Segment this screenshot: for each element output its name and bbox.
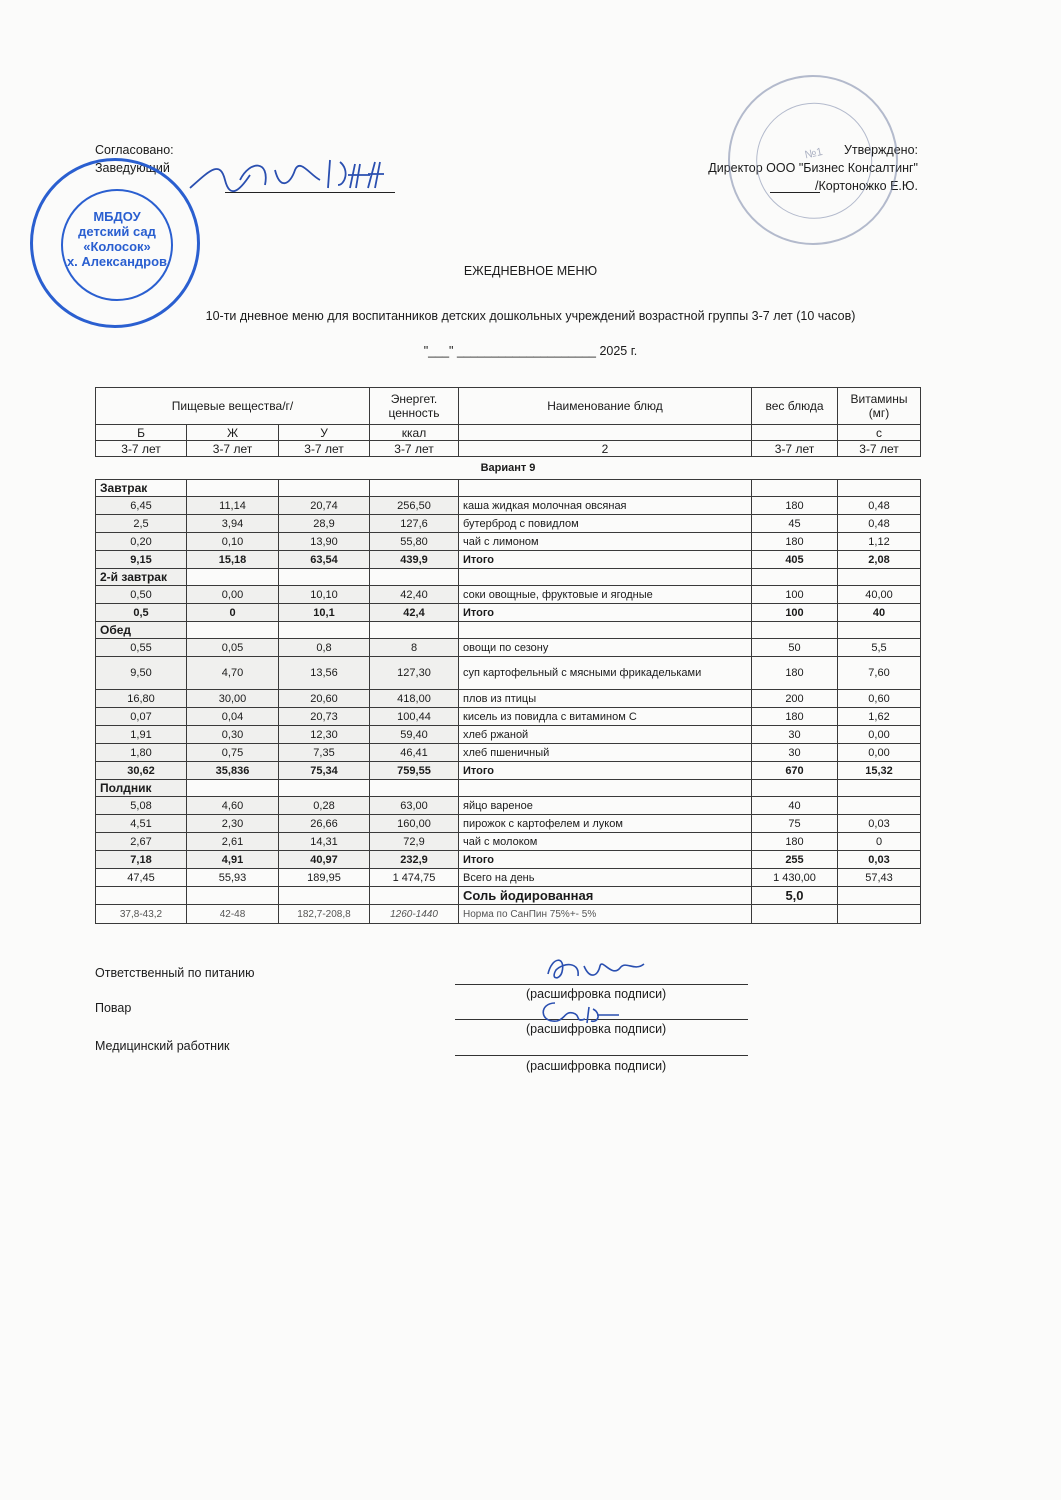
signature-cook [535, 995, 625, 1029]
cell-zh: 55,93 [187, 869, 279, 887]
meal-label-blank [459, 480, 752, 497]
cell-u: 13,90 [279, 533, 370, 551]
total-row [96, 604, 921, 622]
cell-u: 26,66 [279, 815, 370, 833]
cell-u: 20,73 [279, 708, 370, 726]
age-cell: 3-7 лет [752, 441, 838, 457]
cell-name: бутерброд с повидлом [459, 515, 752, 533]
meal-label: Завтрак [96, 480, 187, 497]
stamp-right-label: №1 [803, 145, 824, 162]
salt-blank [96, 887, 187, 905]
norm-b: 37,8-43,2 [96, 905, 187, 924]
age-cell: 3-7 лет [838, 441, 921, 457]
cell-name: пирожок с картофелем и луком [459, 815, 752, 833]
cell-c: 0,00 [838, 744, 921, 762]
meal-label-blank [459, 780, 752, 797]
cell-w: 405 [752, 551, 838, 569]
header-c: с [838, 425, 921, 441]
table-row [96, 639, 921, 657]
approval-right-title: Утверждено: [843, 143, 918, 157]
cell-kcal: 59,40 [370, 726, 459, 744]
meal-label-blank [838, 480, 921, 497]
cell-zh: 2,30 [187, 815, 279, 833]
cell-zh: 0,00 [187, 586, 279, 604]
cell-w: 100 [752, 604, 838, 622]
cell-name: каша жидкая молочная овсяная [459, 497, 752, 515]
table-row [96, 690, 921, 708]
cell-w: 40 [752, 797, 838, 815]
cell-name: Итого [459, 551, 752, 569]
cell-zh: 30,00 [187, 690, 279, 708]
cell-kcal: 256,50 [370, 497, 459, 515]
total-row [96, 762, 921, 780]
table-row [96, 833, 921, 851]
cell-kcal: 72,9 [370, 833, 459, 851]
cell-b: 30,62 [96, 762, 187, 780]
cell-kcal: 127,30 [370, 657, 459, 690]
salt-blank [187, 887, 279, 905]
cell-zh: 3,94 [187, 515, 279, 533]
meal-label-blank [752, 622, 838, 639]
signature-responsible [540, 950, 650, 986]
stamp-left-line-4: х. Александров [66, 254, 168, 269]
day-total-row [96, 869, 921, 887]
cell-b: 2,67 [96, 833, 187, 851]
cell-w: 180 [752, 533, 838, 551]
cell-kcal: 418,00 [370, 690, 459, 708]
cell-u: 13,56 [279, 657, 370, 690]
meal-label-blank [838, 622, 921, 639]
table-subheader-row [96, 425, 921, 441]
age-cell: 3-7 лет [187, 441, 279, 457]
table-row [96, 815, 921, 833]
norm-u: 182,7-208,8 [279, 905, 370, 924]
age-cell: 3-7 лет [279, 441, 370, 457]
cell-zh: 0,05 [187, 639, 279, 657]
cell-w: 180 [752, 657, 838, 690]
cell-name: Всего на день [459, 869, 752, 887]
cell-u: 0,28 [279, 797, 370, 815]
approval-left-title: Согласовано: [95, 143, 174, 157]
cell-name: Итого [459, 851, 752, 869]
cell-name: чай с лимоном [459, 533, 752, 551]
norm-name: Норма по СанПин 75%+- 5% [459, 905, 752, 924]
cell-name: яйцо вареное [459, 797, 752, 815]
cell-kcal: 160,00 [370, 815, 459, 833]
cell-zh: 0,10 [187, 533, 279, 551]
cell-w: 670 [752, 762, 838, 780]
stamp-left-line-1: МБДОУ [93, 209, 141, 224]
norm-kcal: 1260-1440 [370, 905, 459, 924]
cell-zh: 0,30 [187, 726, 279, 744]
cell-w: 180 [752, 708, 838, 726]
total-row [96, 851, 921, 869]
salt-blank [838, 887, 921, 905]
meal-label-blank [370, 480, 459, 497]
total-row [96, 551, 921, 569]
cell-kcal: 8 [370, 639, 459, 657]
table-row [96, 586, 921, 604]
norm-blank [752, 905, 838, 924]
footer-cook: Повар [95, 1001, 132, 1015]
cell-u: 12,30 [279, 726, 370, 744]
cell-c: 1,12 [838, 533, 921, 551]
cell-c: 40,00 [838, 586, 921, 604]
cell-b: 0,5 [96, 604, 187, 622]
meal-label: Полдник [96, 780, 187, 797]
table-row [96, 744, 921, 762]
cell-c: 0 [838, 833, 921, 851]
approval-right-name: /Кортоножко Е.Ю. [815, 179, 918, 193]
header-blank [752, 425, 838, 441]
table-row [96, 708, 921, 726]
cell-name: Итого [459, 604, 752, 622]
cell-u: 10,10 [279, 586, 370, 604]
cell-zh: 35,836 [187, 762, 279, 780]
cell-u: 0,8 [279, 639, 370, 657]
meal-label-blank [279, 780, 370, 797]
cell-zh: 15,18 [187, 551, 279, 569]
cell-kcal: 63,00 [370, 797, 459, 815]
cell-b: 2,5 [96, 515, 187, 533]
variant-row [96, 457, 921, 480]
cell-b: 0,07 [96, 708, 187, 726]
header-vitamins: Витамины (мг) [838, 388, 921, 425]
cell-b: 1,80 [96, 744, 187, 762]
meal-label-row [96, 569, 921, 586]
cell-c: 0,00 [838, 726, 921, 744]
variant-label: Вариант 9 [96, 457, 921, 480]
cell-b: 0,20 [96, 533, 187, 551]
cell-w: 255 [752, 851, 838, 869]
meal-label-blank [187, 780, 279, 797]
cell-kcal: 55,80 [370, 533, 459, 551]
stamp-right [712, 59, 914, 261]
cell-w: 180 [752, 833, 838, 851]
cell-b: 5,08 [96, 797, 187, 815]
column-number: 2 [459, 441, 752, 457]
doc-date-line: "___" ____________________ 2025 г. [423, 344, 638, 358]
cell-b: 0,50 [96, 586, 187, 604]
meal-label-blank [279, 622, 370, 639]
cell-w: 45 [752, 515, 838, 533]
salt-name: Соль йодированная [459, 887, 752, 905]
cell-c: 0,03 [838, 815, 921, 833]
meal-label-row [96, 480, 921, 497]
cell-zh: 4,70 [187, 657, 279, 690]
cell-u: 14,31 [279, 833, 370, 851]
stamp-left-line-2: детский сад [78, 224, 156, 239]
cell-c [838, 797, 921, 815]
cell-w: 75 [752, 815, 838, 833]
header-b: Б [96, 425, 187, 441]
table-row [96, 726, 921, 744]
header-weight: вес блюда [752, 388, 838, 425]
cell-name: кисель из повидла с витамином С [459, 708, 752, 726]
header-energy: Энергет. ценность [370, 388, 459, 425]
norm-row [96, 905, 921, 924]
cell-zh: 4,91 [187, 851, 279, 869]
cell-c: 57,43 [838, 869, 921, 887]
cell-kcal: 439,9 [370, 551, 459, 569]
cell-name: Итого [459, 762, 752, 780]
cell-kcal: 42,40 [370, 586, 459, 604]
cell-c: 40 [838, 604, 921, 622]
norm-blank [838, 905, 921, 924]
cell-c: 0,60 [838, 690, 921, 708]
footer-responsible: Ответственный по питанию [95, 966, 255, 980]
cell-c: 0,03 [838, 851, 921, 869]
cell-name: овощи по сезону [459, 639, 752, 657]
cell-c: 2,08 [838, 551, 921, 569]
cell-kcal: 1 474,75 [370, 869, 459, 887]
meal-label: 2-й завтрак [96, 569, 187, 586]
salt-blank [279, 887, 370, 905]
cell-kcal: 232,9 [370, 851, 459, 869]
salt-row [96, 887, 921, 905]
table-row [96, 497, 921, 515]
table-row [96, 533, 921, 551]
meal-label-blank [187, 569, 279, 586]
header-blank [459, 425, 752, 441]
doc-subtitle: 10-ти дневное меню для воспитанников детских дошкольных учреждений возрастной группы 3-7 лет (10 часов) [205, 309, 856, 323]
approval-left-role: Заведующий [95, 161, 170, 175]
cell-zh: 0 [187, 604, 279, 622]
cell-u: 75,34 [279, 762, 370, 780]
decode-medic: (расшифровка подписи) [526, 1059, 667, 1073]
salt-blank [370, 887, 459, 905]
menu-table [95, 387, 921, 924]
cell-name: соки овощные, фруктовые и ягодные [459, 586, 752, 604]
cell-kcal: 759,55 [370, 762, 459, 780]
cell-c: 1,62 [838, 708, 921, 726]
meal-label-blank [752, 480, 838, 497]
age-cell: 3-7 лет [370, 441, 459, 457]
cell-b: 0,55 [96, 639, 187, 657]
cell-b: 4,51 [96, 815, 187, 833]
header-nutrients: Пищевые вещества/г/ [96, 388, 370, 425]
cell-c: 0,48 [838, 515, 921, 533]
table-row [96, 515, 921, 533]
meal-label-blank [838, 780, 921, 797]
meal-label-blank [279, 569, 370, 586]
cell-c: 5,5 [838, 639, 921, 657]
meal-label-blank [187, 622, 279, 639]
approval-right-role: Директор ООО "Бизнес Консалтинг" [708, 161, 918, 175]
meal-label-blank [752, 780, 838, 797]
cell-u: 40,97 [279, 851, 370, 869]
cell-u: 7,35 [279, 744, 370, 762]
cell-u: 189,95 [279, 869, 370, 887]
cell-zh: 2,61 [187, 833, 279, 851]
cell-name: суп картофельный с мясными фрикадельками [459, 657, 752, 690]
cell-name: плов из птицы [459, 690, 752, 708]
cell-b: 7,18 [96, 851, 187, 869]
meal-label-blank [370, 569, 459, 586]
doc-title: ЕЖЕДНЕВНОЕ МЕНЮ [463, 264, 598, 278]
cell-b: 16,80 [96, 690, 187, 708]
meal-label-blank [370, 622, 459, 639]
cell-b: 1,91 [96, 726, 187, 744]
meal-label: Обед [96, 622, 187, 639]
cell-zh: 4,60 [187, 797, 279, 815]
cell-zh: 11,14 [187, 497, 279, 515]
cell-name: чай с молоком [459, 833, 752, 851]
cell-name: хлеб пшеничный [459, 744, 752, 762]
table-header-row [96, 388, 921, 425]
cell-w: 100 [752, 586, 838, 604]
cell-w: 180 [752, 497, 838, 515]
meal-label-blank [752, 569, 838, 586]
cell-u: 20,74 [279, 497, 370, 515]
cell-w: 200 [752, 690, 838, 708]
meal-label-blank [187, 480, 279, 497]
cell-u: 10,1 [279, 604, 370, 622]
salt-weight: 5,0 [752, 887, 838, 905]
cell-b: 47,45 [96, 869, 187, 887]
cell-zh: 0,04 [187, 708, 279, 726]
stamp-left-text [63, 209, 171, 269]
cell-w: 30 [752, 726, 838, 744]
signature-line-medic [455, 1055, 748, 1056]
cell-w: 1 430,00 [752, 869, 838, 887]
meal-label-blank [459, 569, 752, 586]
menu-body [96, 480, 921, 924]
meal-label-row [96, 780, 921, 797]
meal-label-blank [279, 480, 370, 497]
stamp-left-line-3: «Колосок» [83, 239, 151, 254]
meal-label-blank [459, 622, 752, 639]
table-row [96, 797, 921, 815]
cell-c: 15,32 [838, 762, 921, 780]
stamp-left [30, 158, 200, 328]
cell-w: 50 [752, 639, 838, 657]
header-dish: Наименование блюд [459, 388, 752, 425]
cell-b: 6,45 [96, 497, 187, 515]
header-u: У [279, 425, 370, 441]
cell-b: 9,50 [96, 657, 187, 690]
decode-responsible: (расшифровка подписи) [526, 987, 667, 1001]
cell-c: 7,60 [838, 657, 921, 690]
cell-u: 20,60 [279, 690, 370, 708]
header-zh: Ж [187, 425, 279, 441]
cell-name: хлеб ржаной [459, 726, 752, 744]
cell-kcal: 100,44 [370, 708, 459, 726]
decode-cook: (расшифровка подписи) [526, 1022, 667, 1036]
cell-b: 9,15 [96, 551, 187, 569]
footer-medic: Медицинский работник [95, 1039, 230, 1053]
cell-zh: 0,75 [187, 744, 279, 762]
meal-label-blank [838, 569, 921, 586]
table-row [96, 657, 921, 690]
table-age-row [96, 441, 921, 457]
cell-c: 0,48 [838, 497, 921, 515]
cell-kcal: 42,4 [370, 604, 459, 622]
meal-label-row [96, 622, 921, 639]
cell-kcal: 46,41 [370, 744, 459, 762]
cell-u: 28,9 [279, 515, 370, 533]
meal-label-blank [370, 780, 459, 797]
cell-kcal: 127,6 [370, 515, 459, 533]
header-kcal: ккал [370, 425, 459, 441]
cell-w: 30 [752, 744, 838, 762]
cell-u: 63,54 [279, 551, 370, 569]
age-cell: 3-7 лет [96, 441, 187, 457]
norm-zh: 42-48 [187, 905, 279, 924]
